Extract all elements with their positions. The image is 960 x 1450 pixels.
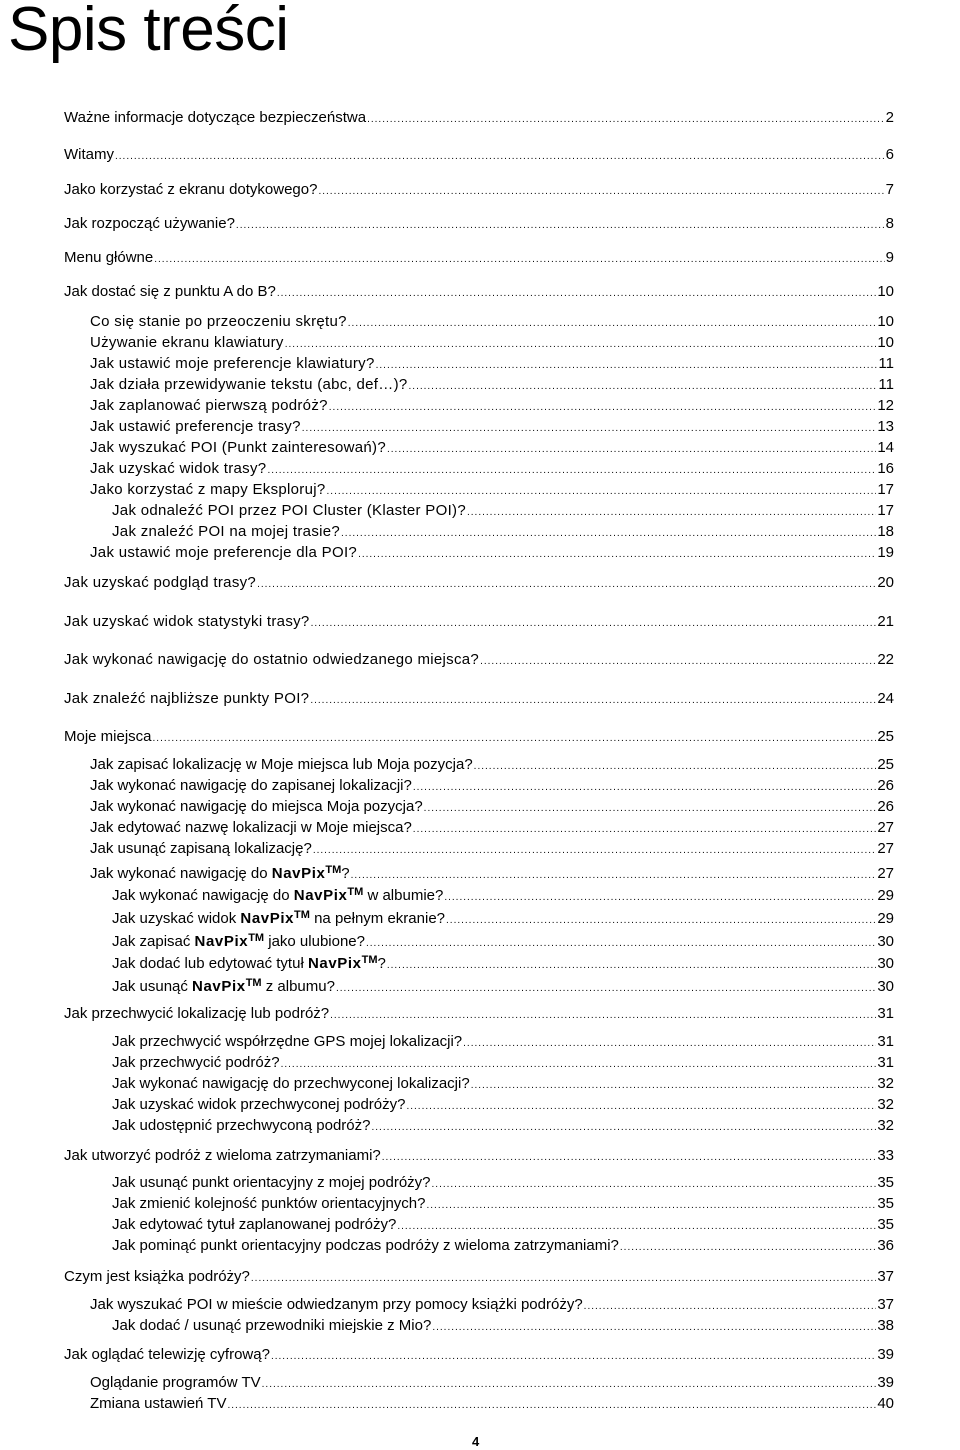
toc-entry-title: Jako korzystać z ekranu dotykowego? xyxy=(64,181,318,198)
navpix-brand: NavPix xyxy=(240,910,295,927)
toc-entry-title: Oglądanie programów TV xyxy=(90,1374,261,1391)
toc-entry-page: 14 xyxy=(877,439,894,456)
toc-entry-title: Jak edytować nazwę lokalizacji w Moje miejsca? xyxy=(90,819,412,836)
toc-entry-page: 35 xyxy=(877,1174,894,1191)
trademark-mark: TM xyxy=(294,909,310,921)
toc-entry-title: Co się stanie po przeoczeniu skrętu? xyxy=(90,313,347,330)
toc-entry-title: Jak ustawić moje preferencje dla POI? xyxy=(90,544,358,561)
toc-entry-title: Ważne informacje dotyczące bezpieczeństwa xyxy=(64,109,367,126)
toc-entry[interactable] xyxy=(64,1146,894,1166)
toc-entry-page: 12 xyxy=(877,397,894,414)
toc-dot-leader xyxy=(348,314,877,334)
toc-entry[interactable] xyxy=(90,312,894,332)
toc-entry[interactable] xyxy=(112,1236,894,1256)
toc-entry-page: 19 xyxy=(877,544,894,561)
toc-entry[interactable] xyxy=(90,755,894,775)
toc-dot-leader xyxy=(281,1055,877,1075)
toc-entry[interactable] xyxy=(112,950,894,970)
toc-dot-leader xyxy=(463,1034,876,1054)
toc-entry-page: 22 xyxy=(877,651,894,668)
toc-entry[interactable] xyxy=(112,501,894,521)
toc-entry-title: Jak pominąć punkt orientacyjny podczas podróży z wieloma zatrzymaniami? xyxy=(112,1237,619,1254)
toc-dot-leader xyxy=(424,799,877,819)
toc-entry-title: Jak wykonać nawigację do miejsca Moja pozycja? xyxy=(90,798,423,815)
toc-entry-page: 27 xyxy=(877,865,894,882)
toc-entry-page: 27 xyxy=(877,819,894,836)
toc-entry-title: Jak znaleźć najbliższe punkty POI? xyxy=(64,690,310,707)
toc-entry-page: 6 xyxy=(885,146,894,163)
toc-dot-leader xyxy=(471,1076,877,1096)
toc-entry[interactable] xyxy=(112,1032,894,1052)
page-number: 4 xyxy=(472,1434,480,1449)
toc-entry[interactable] xyxy=(90,333,894,353)
toc-entry-page: 25 xyxy=(877,728,894,745)
toc-dot-leader xyxy=(302,419,877,439)
toc-entry-title: Witamy xyxy=(64,146,114,163)
toc-dot-leader xyxy=(310,691,876,711)
toc-entry[interactable] xyxy=(90,480,894,500)
toc-dot-leader xyxy=(367,110,885,130)
toc-entry-page: 37 xyxy=(877,1268,894,1285)
toc-entry-title: Jak zmienić kolejność punktów orientacyjnych? xyxy=(112,1195,426,1212)
toc-dot-leader xyxy=(327,482,877,502)
toc-entry-title: Jak wykonać nawigację do zapisanej lokalizacji? xyxy=(90,777,412,794)
toc-entry-title: Menu główne xyxy=(64,249,154,266)
toc-entry[interactable] xyxy=(64,145,894,165)
toc-dot-leader xyxy=(413,778,876,798)
toc-entry[interactable] xyxy=(64,612,894,632)
toc-dot-leader xyxy=(267,461,876,481)
toc-entry-title: Jak udostępnić przechwyconą podróż? xyxy=(112,1117,371,1134)
toc-entry-page: 31 xyxy=(877,1005,894,1022)
toc-entry-title: Jak uzyskać widok NavPix™ na pełnym ekranie? xyxy=(112,909,446,927)
toc-dot-leader xyxy=(432,1318,876,1338)
toc-entry-title: Jak ustawić preferencje trasy? xyxy=(90,418,301,435)
toc-entry[interactable] xyxy=(90,776,894,796)
toc-entry-page: 16 xyxy=(877,460,894,477)
toc-entry[interactable] xyxy=(64,248,894,268)
toc-entry-title: Jak znaleźć POI na mojej trasie? xyxy=(112,523,341,540)
toc-entry[interactable] xyxy=(64,1267,894,1287)
toc-dot-leader xyxy=(311,614,877,634)
toc-entry-page: 37 xyxy=(877,1296,894,1313)
toc-entry[interactable] xyxy=(90,396,894,416)
toc-entry-page: 31 xyxy=(877,1054,894,1071)
toc-dot-leader xyxy=(382,1148,877,1168)
toc-entry-page: 20 xyxy=(877,574,894,591)
toc-entry[interactable] xyxy=(90,543,894,563)
toc-dot-leader xyxy=(409,377,878,397)
toc-entry-title: Jak rozpocząć używanie? xyxy=(64,215,235,232)
toc-entry[interactable] xyxy=(112,905,894,925)
toc-entry-title: Jak wyszukać POI w mieście odwiedzanym przy pomocy książki podróży? xyxy=(90,1296,583,1313)
toc-entry-title: Zmiana ustawień TV xyxy=(90,1395,227,1412)
toc-dot-leader xyxy=(397,1217,876,1237)
toc-entry[interactable] xyxy=(64,1004,894,1024)
toc-entry[interactable] xyxy=(90,354,894,374)
toc-entry-page: 24 xyxy=(877,690,894,707)
toc-entry-title: Jak zapisać NavPix™ jako ulubione? xyxy=(112,932,365,950)
toc-entry-page: 8 xyxy=(885,215,894,232)
toc-entry[interactable] xyxy=(112,928,894,948)
toc-entry-page: 39 xyxy=(877,1374,894,1391)
toc-entry[interactable] xyxy=(90,1394,894,1414)
toc-entry-title: Jak uzyskać widok trasy? xyxy=(90,460,267,477)
toc-entry[interactable] xyxy=(112,1074,894,1094)
toc-entry-title: Jak wykonać nawigację do NavPix™ w albumie? xyxy=(112,886,444,904)
toc-entry-page: 11 xyxy=(878,376,894,393)
toc-entry-title: Jak działa przewidywanie tekstu (abc, def…)? xyxy=(90,376,408,393)
toc-dot-leader xyxy=(257,575,876,595)
toc-entry-page: 18 xyxy=(877,523,894,540)
toc-dot-leader xyxy=(413,820,877,840)
toc-dot-leader xyxy=(236,216,885,236)
toc-entry[interactable] xyxy=(90,417,894,437)
toc-dot-leader xyxy=(329,398,877,418)
toc-entry-page: 32 xyxy=(877,1117,894,1134)
toc-entry-page: 30 xyxy=(877,933,894,950)
toc-entry[interactable] xyxy=(112,882,894,902)
toc-entry[interactable] xyxy=(112,1215,894,1235)
toc-entry-page: 39 xyxy=(877,1346,894,1363)
toc-dot-leader xyxy=(474,757,877,777)
toc-entry-page: 25 xyxy=(877,756,894,773)
toc-entry[interactable] xyxy=(112,1095,894,1115)
navpix-brand: NavPix xyxy=(293,887,348,904)
toc-entry-title: Czym jest książka podróży? xyxy=(64,1268,250,1285)
toc-entry-title: Jak dodać / usunąć przewodniki miejskie z Mio? xyxy=(112,1317,432,1334)
trademark-mark: TM xyxy=(245,977,262,989)
toc-dot-leader xyxy=(406,1097,876,1117)
toc-entry[interactable] xyxy=(112,1194,894,1214)
toc-dot-leader xyxy=(277,284,877,304)
toc-entry[interactable] xyxy=(112,1116,894,1136)
toc-entry-page: 27 xyxy=(877,840,894,857)
toc-dot-leader xyxy=(358,545,876,565)
toc-entry-page: 2 xyxy=(885,109,894,126)
trademark-mark: TM xyxy=(325,864,342,876)
trademark-mark: TM xyxy=(361,954,378,966)
toc-entry-title: Jak zapisać lokalizację w Moje miejsca lub Moja pozycja? xyxy=(90,756,473,773)
toc-entry-page: 21 xyxy=(877,613,894,630)
toc-entry-title: Jak zaplanować pierwszą podróż? xyxy=(90,397,328,414)
toc-entry-title: Jak wykonać nawigację do przechwyconej lokalizacji? xyxy=(112,1075,470,1092)
toc-entry[interactable] xyxy=(64,108,894,128)
toc-dot-leader xyxy=(271,1347,876,1367)
toc-entry-title: Jako korzystać z mapy Eksploruj? xyxy=(90,481,326,498)
toc-entry-page: 26 xyxy=(877,777,894,794)
toc-entry-page: 7 xyxy=(885,181,894,198)
toc-entry-title: Jak dodać lub edytować tytuł NavPix™? xyxy=(112,954,386,972)
toc-dot-leader xyxy=(480,652,876,672)
toc-entry[interactable] xyxy=(64,650,894,670)
toc-entry-page: 10 xyxy=(877,283,894,300)
toc-entry-page: 35 xyxy=(877,1195,894,1212)
toc-entry-title: Jak przechwycić współrzędne GPS mojej lokalizacji? xyxy=(112,1033,463,1050)
toc-dot-leader xyxy=(262,1375,877,1395)
toc-entry-title: Moje miejsca xyxy=(64,728,152,745)
toc-entry-page: 10 xyxy=(877,334,894,351)
toc-entry-page: 17 xyxy=(877,502,894,519)
toc-entry-page: 32 xyxy=(877,1096,894,1113)
toc-entry-page: 26 xyxy=(877,798,894,815)
toc-entry-page: 40 xyxy=(877,1395,894,1412)
toc-dot-leader xyxy=(387,440,876,460)
toc-entry-title: Jak przechwycić lokalizację lub podróż? xyxy=(64,1005,330,1022)
toc-dot-leader xyxy=(154,250,884,270)
toc-entry-title: Jak wyszukać POI (Punkt zainteresowań)? xyxy=(90,439,386,456)
toc-dot-leader xyxy=(620,1238,876,1258)
toc-entry-page: 35 xyxy=(877,1216,894,1233)
toc-entry-page: 9 xyxy=(885,249,894,266)
trademark-mark: TM xyxy=(347,886,364,898)
toc-entry[interactable] xyxy=(90,839,894,859)
toc-dot-leader xyxy=(153,729,877,749)
toc-entry[interactable] xyxy=(90,438,894,458)
toc-entry[interactable] xyxy=(112,1053,894,1073)
toc-entry[interactable] xyxy=(90,1373,894,1393)
toc-dot-leader xyxy=(318,182,884,202)
toc-dot-leader xyxy=(376,356,878,376)
toc-entry-page: 10 xyxy=(877,313,894,330)
toc-entry-title: Jak uzyskać widok przechwyconej podróży? xyxy=(112,1096,406,1113)
page-title: Spis treści xyxy=(8,0,289,64)
toc-entry-title: Jak dostać się z punktu A do B? xyxy=(64,283,276,300)
toc-entry[interactable] xyxy=(112,1316,894,1336)
trademark-mark: TM xyxy=(248,932,265,944)
toc-entry-title: Jak przechwycić podróż? xyxy=(112,1054,280,1071)
toc-entry-page: 13 xyxy=(877,418,894,435)
toc-dot-leader xyxy=(432,1175,877,1195)
toc-entry-title: Jak edytować tytuł zaplanowanej podróży? xyxy=(112,1216,397,1233)
navpix-brand: NavPix xyxy=(271,865,326,882)
toc-entry[interactable] xyxy=(90,459,894,479)
toc-entry[interactable] xyxy=(90,375,894,395)
toc-entry[interactable] xyxy=(90,1295,894,1315)
toc-entry[interactable] xyxy=(90,797,894,817)
toc-entry-title: Jak wykonać nawigację do NavPix™? xyxy=(90,864,350,882)
toc-entry[interactable] xyxy=(112,973,894,993)
toc-entry[interactable] xyxy=(112,1173,894,1193)
toc-entry[interactable] xyxy=(112,522,894,542)
toc-entry-page: 29 xyxy=(877,887,894,904)
toc-entry-title: Jak usunąć punkt orientacyjny z mojej podróży? xyxy=(112,1174,431,1191)
toc-dot-leader xyxy=(584,1297,877,1317)
toc-dot-leader xyxy=(313,841,877,861)
toc-entry-title: Jak utworzyć podróż z wieloma zatrzymaniami? xyxy=(64,1147,381,1164)
toc-entry[interactable] xyxy=(64,1345,894,1365)
toc-entry-page: 30 xyxy=(877,955,894,972)
navpix-brand: NavPix xyxy=(192,978,246,995)
toc-dot-leader xyxy=(426,1196,876,1216)
toc-dot-leader xyxy=(285,335,877,355)
toc-entry[interactable] xyxy=(64,689,894,709)
toc-entry-title: Jak ustawić moje preferencje klawiatury? xyxy=(90,355,375,372)
toc-entry-page: 17 xyxy=(877,481,894,498)
toc-entry-title: Jak odnaleźć POI przez POI Cluster (Klaster POI)? xyxy=(112,502,466,519)
toc-entry[interactable] xyxy=(64,214,894,234)
toc-entry[interactable] xyxy=(64,727,894,747)
toc-entry-title: Używanie ekranu klawiatury xyxy=(90,334,284,351)
toc-dot-leader xyxy=(227,1396,876,1416)
navpix-brand: NavPix xyxy=(194,933,249,950)
toc-entry-page: 31 xyxy=(877,1033,894,1050)
toc-entry-title: Jak oglądać telewizję cyfrową? xyxy=(64,1346,270,1363)
toc-entry-title: Jak usunąć NavPix™ z albumu? xyxy=(112,977,335,995)
toc-entry[interactable] xyxy=(64,180,894,200)
toc-entry[interactable] xyxy=(90,860,894,880)
toc-entry-title: Jak wykonać nawigację do ostatnio odwiedzanego miejsca? xyxy=(64,651,480,668)
toc-entry-title: Jak uzyskać podgląd trasy? xyxy=(64,574,257,591)
toc-entry-page: 30 xyxy=(877,978,894,995)
toc-entry[interactable] xyxy=(90,818,894,838)
toc-entry-page: 38 xyxy=(877,1317,894,1334)
toc-dot-leader xyxy=(330,1006,876,1026)
toc-dot-leader xyxy=(467,503,876,523)
toc-entry-page: 32 xyxy=(877,1075,894,1092)
toc-entry-title: Jak usunąć zapisaną lokalizację? xyxy=(90,840,312,857)
toc-entry[interactable] xyxy=(64,573,894,593)
navpix-brand: NavPix xyxy=(307,955,362,972)
toc-dot-leader xyxy=(372,1118,877,1138)
toc-entry-title: Jak uzyskać widok statystyki trasy? xyxy=(64,613,310,630)
toc-dot-leader xyxy=(115,147,885,167)
toc-entry-page: 29 xyxy=(877,910,894,927)
toc-entry-page: 11 xyxy=(878,355,894,372)
toc-entry-page: 36 xyxy=(877,1237,894,1254)
toc-dot-leader xyxy=(251,1269,876,1289)
toc-dot-leader xyxy=(341,524,876,544)
toc-entry-page: 33 xyxy=(877,1147,894,1164)
toc-entry[interactable] xyxy=(64,282,894,302)
toc-dot-leader xyxy=(336,979,876,999)
